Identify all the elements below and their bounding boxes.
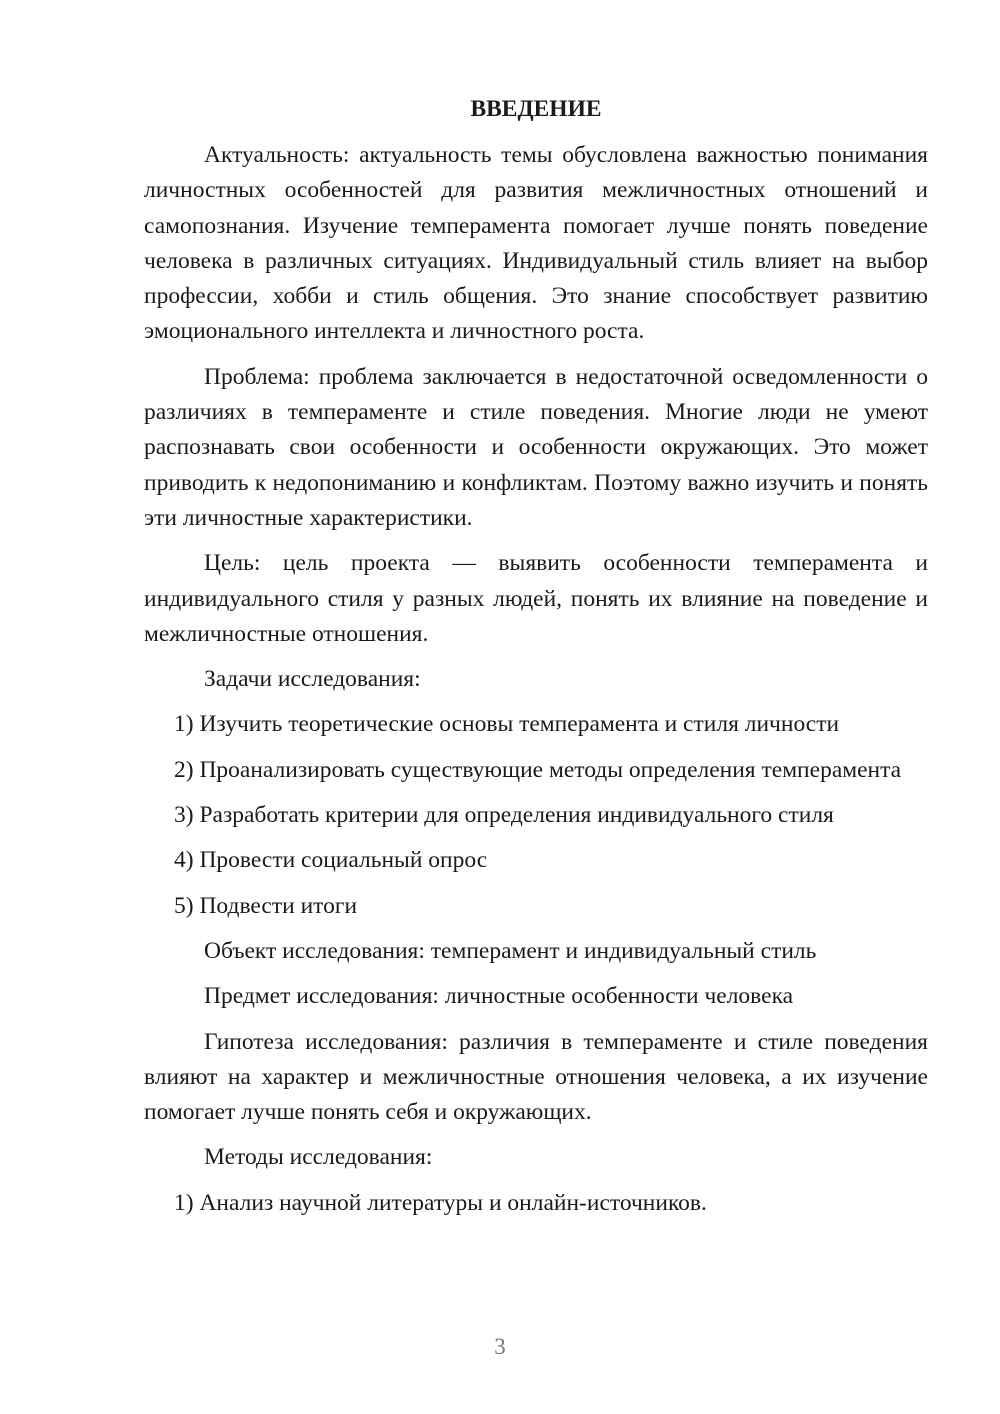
list-item-task-1: 1) Изучить теоретические основы темперамента и стиля личности — [174, 711, 840, 738]
list-item-task-5: 5) Подвести итоги — [174, 892, 358, 919]
paragraph-relevance: Актуальность: актуальность темы обусловлена важностью понимания личностных особенностей для развития межличностных отношений и самопознания. Изучение темперамента помогает лучше понять поведение человека в различных ситуациях. Индивидуальный стиль влияет на выбор профессии, хобби и стиль общения. Это знание способствует развитию эмоционального интеллекта и личностного роста. — [144, 142, 928, 345]
paragraph-subject: Предмет исследования: личностные особенности человека — [204, 983, 794, 1010]
list-item-task-4: 4) Провести социальный опрос — [174, 847, 488, 874]
list-item-task-2: 2) Проанализировать существующие методы определения темперамента — [174, 756, 902, 783]
page-title: ВВЕДЕНИЕ — [470, 96, 602, 122]
list-item-task-3: 3) Разработать критерии для определения индивидуального стиля — [174, 802, 834, 829]
paragraph-problem: Проблема: проблема заключается в недостаточной осведомленности о различиях в темпераменте и стиле поведения. Многие люди не умеют распознавать свои особенности и особенности окружающих. Это может приводить к недопониманию и конфликтам. Поэтому важно изучить и понять эти личностные характеристики. — [144, 363, 928, 531]
tasks-heading: Задачи исследования: — [204, 666, 421, 693]
list-item-method-1: 1) Анализ научной литературы и онлайн-источников. — [174, 1189, 707, 1216]
methods-heading: Методы исследования: — [204, 1144, 433, 1171]
paragraph-goal: Цель: цель проекта — выявить особенности темперамента и индивидуального стиля у разных людей, понять их влияние на поведение и межличностные отношения. — [144, 550, 928, 647]
page-number: 3 — [494, 1334, 506, 1359]
paragraph-hypothesis: Гипотеза исследования: различия в темпераменте и стиле поведения влияют на характер и межличностные отношения человека, а их изучение помогает лучше понять себя и окружающих. — [144, 1028, 928, 1126]
paragraph-object: Объект исследования: темперамент и индивидуальный стиль — [204, 937, 817, 964]
document-body — [144, 92, 928, 1231]
